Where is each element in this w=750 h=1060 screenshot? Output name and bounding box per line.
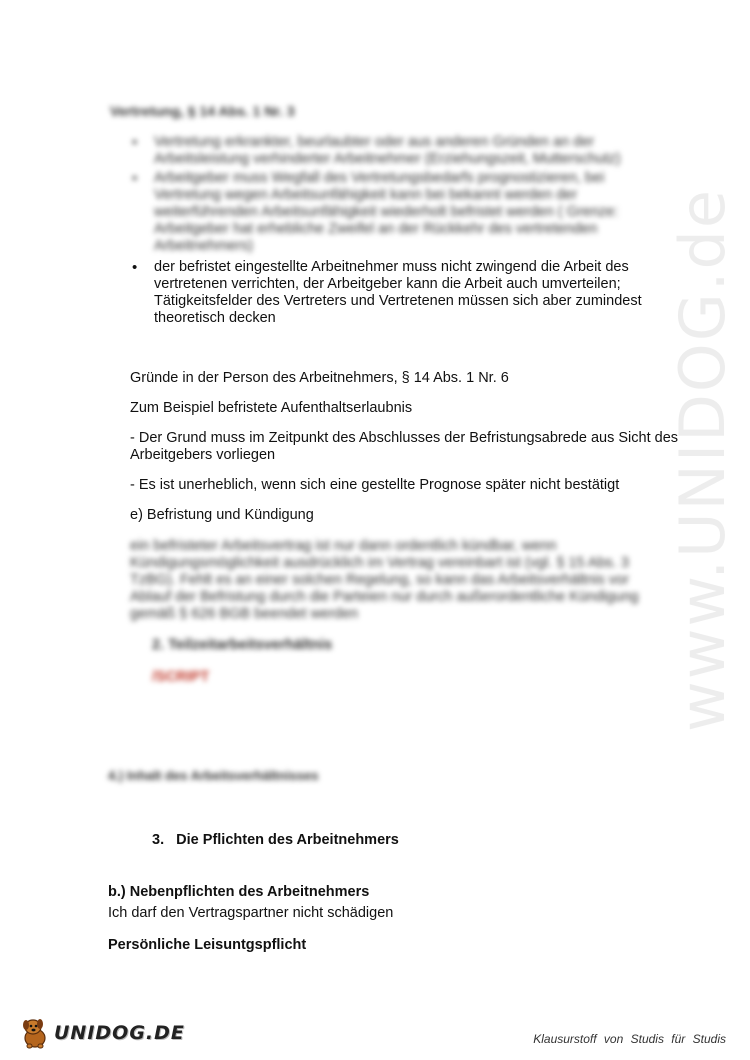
footer-logo <box>18 1016 185 1050</box>
watermark-text: www.UNIDOG.de <box>666 188 739 732</box>
paragraph-grund-zeitpunkt: - Der Grund muss im Zeitpunkt des Abschlusses der Befristungsabrede aus Sicht des Arbeitgebers vorliegen <box>130 430 679 463</box>
paragraph-schaedigen: Ich darf den Vertragspartner nicht schädigen <box>108 905 394 921</box>
heading-persoenliche-leistungspflicht: Persönliche Leisuntgspflicht <box>108 937 307 953</box>
dog-mascot-icon <box>18 1016 52 1050</box>
logo-text: UNIDOG.DE <box>54 1021 185 1044</box>
blurred-heading-vertretung: Vertretung, § 14 Abs. 1 Nr. 3 <box>110 103 295 119</box>
blurred-script-link: /SCRIPT <box>152 669 210 685</box>
heading-nebenpflichten: b.) Nebenpflichten des Arbeitnehmers <box>108 884 370 900</box>
paragraph-beispiel: Zum Beispiel befristete Aufenthaltserlaubnis <box>130 400 413 416</box>
heading-pflichten: 3. Die Pflichten des Arbeitnehmers <box>152 832 399 848</box>
list-item <box>128 134 663 168</box>
paragraph-gruende: Gründe in der Person des Arbeitnehmers, § 14 Abs. 1 Nr. 6 <box>130 370 509 386</box>
list-item <box>128 259 663 327</box>
list-item <box>128 170 663 255</box>
blurred-heading-teilzeit: 2. Teilzeitarbeitsverhältnis <box>152 637 333 653</box>
bullet-text: der befristet eingestellte Arbeitnehmer muss nicht zwingend die Arbeit des vertretenen verrichten, der Arbeitgeber kann die Arbeit auch umverteilen; Tätigkeitsfelder des Vertreters und Vertretenen müssen sich aber zumindest theoretisch decken <box>154 259 642 326</box>
blurred-heading-inhalt: 4.) Inhalt des Arbeitsverhältnisses <box>108 768 319 783</box>
bullet-text: Vertretung erkrankter, beurlaubter oder aus anderen Gründen an der Arbeitsleistung verhinderter Arbeitnehmer (Erziehungszeit, Mutterschutz) <box>154 134 621 167</box>
paragraph-befristung-kuendigung: e) Befristung und Kündigung <box>130 507 314 523</box>
bullet-text: Arbeitgeber muss Wegfall des Vertretungsbedarfs prognostizieren, bei Vertretung wegen Arbeitsunfähigkeit kann bei bekannt werden der weiterführenden Arbeitsunfähigkeit wiederholt befristet werden ( Grenze: Arbeitgeber hat erhebliche Zweifel an der Rückkehr des vertretenden Arbeitnehmers) <box>154 170 619 254</box>
bullet-list <box>128 134 663 327</box>
paragraph-unerheblich: - Es ist unerheblich, wenn sich eine gestellte Prognose später nicht bestätigt <box>130 477 620 493</box>
blurred-paragraph-kuendbar: ein befristeter Arbeitsvertrag ist nur dann ordentlich kündbar, wenn Kündigungsmöglichkeit ausdrücklich im Vertrag vereinbart ist (vgl. § 15 Abs. 3 TzBG). Fehlt es an einer solchen Regelung, so kann das Arbeitsverhältnis vor Ablauf der Befristung durch die Parteien nur durch außerordentliche Kündigung gemäß § 626 BGB beendet werden <box>130 538 639 622</box>
footer-tagline: Klausurstoff von Studis für Studis <box>533 1032 726 1046</box>
